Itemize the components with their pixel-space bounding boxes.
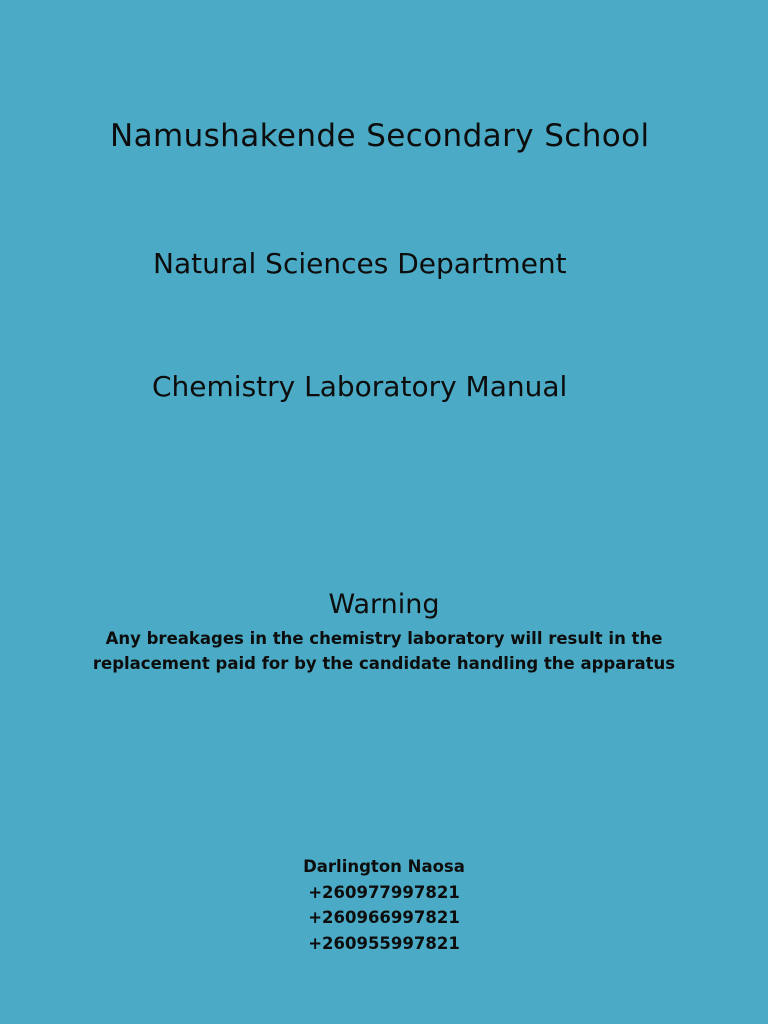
phone-number: +260966997821 bbox=[308, 908, 460, 927]
warning-line: replacement paid for by the candidate handling the apparatus bbox=[92, 654, 676, 673]
school-name: Namushakende Secondary School bbox=[110, 118, 650, 154]
author-contact bbox=[0, 854, 768, 956]
warning-line: Any breakages in the chemistry laboratory will result in the bbox=[105, 629, 663, 648]
phone-number: +260977997821 bbox=[308, 882, 460, 902]
warning-text bbox=[40, 626, 728, 676]
phone-number: +260955997821 bbox=[308, 933, 460, 953]
manual-title: Chemistry Laboratory Manual bbox=[152, 370, 568, 403]
department-name: Natural Sciences Department bbox=[153, 247, 567, 280]
warning-heading: Warning bbox=[328, 589, 440, 620]
author-name: Darlington Naosa bbox=[303, 857, 465, 876]
